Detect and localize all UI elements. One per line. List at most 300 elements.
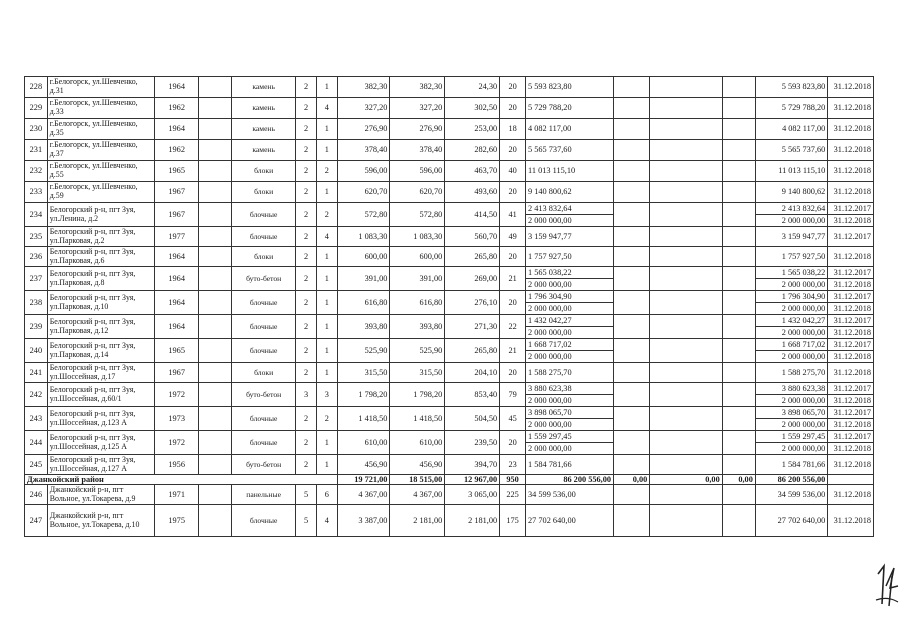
- cost-a-cell: [614, 267, 650, 291]
- entrances-cell: 1: [316, 455, 337, 475]
- total-cell: 5 565 737,60: [755, 140, 827, 161]
- total-area-cell: 456,90: [337, 455, 390, 475]
- total-area-cell: 610,00: [337, 431, 390, 455]
- year-cell: 1967: [155, 203, 198, 227]
- blank-cell: [198, 161, 231, 182]
- address-cell: Белогорский р-н, пгт Зуя, ул.Шоссейная, д.60/1: [47, 383, 155, 407]
- table-row: [25, 182, 874, 203]
- total-area-cell: 1 418,50: [337, 407, 390, 431]
- address-cell: г.Белогорск, ул.Шевченко, д.37: [47, 140, 155, 161]
- row-number: 229: [25, 98, 48, 119]
- table-body: [25, 77, 874, 537]
- date-cell: 31.12.2018: [828, 363, 874, 383]
- date-cell: 31.12.2017: [828, 339, 874, 351]
- floors-cell: 2: [296, 431, 317, 455]
- table-row: [25, 291, 874, 303]
- entrances-cell: 3: [316, 383, 337, 407]
- cost-cell: 9 140 800,62: [526, 182, 614, 203]
- total-area-cell: 616,80: [337, 291, 390, 315]
- living-area-cell: 391,00: [390, 267, 445, 291]
- entrances-cell: 2: [316, 161, 337, 182]
- table-row: [25, 363, 874, 383]
- cost-b-cell: [650, 291, 722, 315]
- cost-c-cell: [722, 505, 755, 537]
- cost-b-cell: [650, 315, 722, 339]
- total-cell: 1 432 042,27: [755, 315, 827, 327]
- living-area-2-cell: 265,80: [445, 247, 500, 267]
- address-cell: Белогорский р-н, пгт Зуя, ул.Парковая, д.2: [47, 227, 155, 247]
- cost-c-cell: [722, 383, 755, 407]
- cost-cell: 2 000 000,00: [526, 419, 614, 431]
- living-area-2-cell: 12 967,00: [445, 475, 500, 485]
- row-number: 232: [25, 161, 48, 182]
- date-cell: 31.12.2018: [828, 443, 874, 455]
- total-area-cell: 3 387,00: [337, 505, 390, 537]
- entrances-cell: 4: [316, 227, 337, 247]
- entrances-cell: 2: [316, 407, 337, 431]
- cost-c-cell: [722, 315, 755, 339]
- floors-cell: 2: [296, 182, 317, 203]
- row-number: 236: [25, 247, 48, 267]
- material-cell: блочные: [232, 203, 296, 227]
- floors-cell: 2: [296, 315, 317, 339]
- date-cell: 31.12.2018: [828, 395, 874, 407]
- cost-cell: 2 000 000,00: [526, 215, 614, 227]
- residents-cell: 20: [500, 363, 526, 383]
- cost-b-cell: [650, 182, 722, 203]
- date-cell: 31.12.2017: [828, 407, 874, 419]
- cost-cell: 3 880 623,38: [526, 383, 614, 395]
- row-number: 245: [25, 455, 48, 475]
- date-cell: 31.12.2018: [828, 419, 874, 431]
- date-cell: 31.12.2018: [828, 119, 874, 140]
- cost-cell: 86 200 556,00: [526, 475, 614, 485]
- cost-cell: 11 013 115,10: [526, 161, 614, 182]
- address-cell: Белогорский р-н, пгт Зуя, ул.Парковая, д.14: [47, 339, 155, 363]
- living-area-cell: 378,40: [390, 140, 445, 161]
- cost-cell: 34 599 536,00: [526, 485, 614, 505]
- living-area-2-cell: 560,70: [445, 227, 500, 247]
- year-cell: 1964: [155, 119, 198, 140]
- row-number: 235: [25, 227, 48, 247]
- living-area-2-cell: 239,50: [445, 431, 500, 455]
- living-area-2-cell: 204,10: [445, 363, 500, 383]
- date-cell: 31.12.2018: [828, 98, 874, 119]
- residents-cell: 79: [500, 383, 526, 407]
- housing-registry-table: [24, 76, 874, 537]
- floors-cell: 2: [296, 247, 317, 267]
- address-cell: Белогорский р-н, пгт Зуя, ул.Ленина, д.2: [47, 203, 155, 227]
- row-number: 243: [25, 407, 48, 431]
- blank-cell: [198, 77, 231, 98]
- total-area-cell: 620,70: [337, 182, 390, 203]
- entrances-cell: 1: [316, 77, 337, 98]
- total-cell: 3 159 947,77: [755, 227, 827, 247]
- year-cell: 1973: [155, 407, 198, 431]
- row-number: 239: [25, 315, 48, 339]
- total-cell: 2 413 832,64: [755, 203, 827, 215]
- year-cell: 1965: [155, 161, 198, 182]
- living-area-cell: 596,00: [390, 161, 445, 182]
- cost-cell: 2 000 000,00: [526, 279, 614, 291]
- cost-b-cell: [650, 98, 722, 119]
- cost-cell: 5 593 823,80: [526, 77, 614, 98]
- residents-cell: 20: [500, 247, 526, 267]
- cost-b-cell: [650, 383, 722, 407]
- entrances-cell: 1: [316, 247, 337, 267]
- floors-cell: 2: [296, 339, 317, 363]
- residents-cell: 45: [500, 407, 526, 431]
- year-cell: 1972: [155, 431, 198, 455]
- cost-cell: 3 159 947,77: [526, 227, 614, 247]
- material-cell: блочные: [232, 339, 296, 363]
- cost-a-cell: [614, 431, 650, 455]
- date-cell: 31.12.2018: [828, 140, 874, 161]
- total-cell: 4 082 117,00: [755, 119, 827, 140]
- material-cell: панельные: [232, 485, 296, 505]
- floors-cell: 5: [296, 505, 317, 537]
- date-cell: 31.12.2018: [828, 351, 874, 363]
- floors-cell: 2: [296, 291, 317, 315]
- total-cell: 3 880 623,38: [755, 383, 827, 395]
- cost-cell: 2 413 832,64: [526, 203, 614, 215]
- cost-cell: 4 082 117,00: [526, 119, 614, 140]
- table-row: [25, 77, 874, 98]
- table-row: [25, 98, 874, 119]
- year-cell: 1965: [155, 339, 198, 363]
- cost-a-cell: [614, 407, 650, 431]
- material-cell: блоки: [232, 247, 296, 267]
- row-number: 247: [25, 505, 48, 537]
- cost-cell: 3 898 065,70: [526, 407, 614, 419]
- residents-cell: 40: [500, 161, 526, 182]
- date-cell: 31.12.2018: [828, 505, 874, 537]
- address-cell: г.Белогорск, ул.Шевченко, д.35: [47, 119, 155, 140]
- entrances-cell: 1: [316, 315, 337, 339]
- cost-c-cell: [722, 363, 755, 383]
- row-number: 238: [25, 291, 48, 315]
- cost-c-cell: [722, 455, 755, 475]
- living-area-2-cell: 282,60: [445, 140, 500, 161]
- cost-cell: 1 432 042,27: [526, 315, 614, 327]
- living-area-cell: 525,90: [390, 339, 445, 363]
- table-row: [25, 227, 874, 247]
- blank-cell: [198, 339, 231, 363]
- entrances-cell: 1: [316, 140, 337, 161]
- cost-c-cell: [722, 407, 755, 431]
- cost-cell: 27 702 640,00: [526, 505, 614, 537]
- cost-b-cell: [650, 407, 722, 431]
- entrances-cell: 2: [316, 203, 337, 227]
- table-row: [25, 431, 874, 443]
- blank-cell: [198, 315, 231, 339]
- blank-cell: [198, 291, 231, 315]
- cost-c-cell: [722, 227, 755, 247]
- residents-cell: 20: [500, 98, 526, 119]
- total-cell: 1 796 304,90: [755, 291, 827, 303]
- floors-cell: 2: [296, 203, 317, 227]
- row-number: 241: [25, 363, 48, 383]
- material-cell: блоки: [232, 182, 296, 203]
- date-cell: 31.12.2018: [828, 161, 874, 182]
- entrances-cell: 1: [316, 119, 337, 140]
- cost-cell: 1 584 781,66: [526, 455, 614, 475]
- cost-b-cell: [650, 505, 722, 537]
- floors-cell: 3: [296, 383, 317, 407]
- cost-cell: 2 000 000,00: [526, 303, 614, 315]
- total-cell: 2 000 000,00: [755, 327, 827, 339]
- cost-a-cell: [614, 227, 650, 247]
- living-area-2-cell: 414,50: [445, 203, 500, 227]
- material-cell: блоки: [232, 363, 296, 383]
- total-cell: 1 588 275,70: [755, 363, 827, 383]
- date-cell: 31.12.2018: [828, 77, 874, 98]
- cost-cell: 2 000 000,00: [526, 351, 614, 363]
- address-cell: Джанкойский р-н, пгт Вольное, ул.Токарева, д.10: [47, 505, 155, 537]
- row-number: 242: [25, 383, 48, 407]
- residents-cell: 41: [500, 203, 526, 227]
- total-cell: 1 757 927,50: [755, 247, 827, 267]
- total-cell: 2 000 000,00: [755, 279, 827, 291]
- living-area-cell: 610,00: [390, 431, 445, 455]
- living-area-2-cell: 394,70: [445, 455, 500, 475]
- living-area-cell: 1 083,30: [390, 227, 445, 247]
- cost-a-cell: [614, 182, 650, 203]
- cost-cell: 1 757 927,50: [526, 247, 614, 267]
- material-cell: блочные: [232, 315, 296, 339]
- residents-cell: 175: [500, 505, 526, 537]
- cost-b-cell: [650, 203, 722, 227]
- total-area-cell: 382,30: [337, 77, 390, 98]
- total-area-cell: 1 083,30: [337, 227, 390, 247]
- material-cell: камень: [232, 119, 296, 140]
- cost-b-cell: [650, 339, 722, 363]
- row-number: 228: [25, 77, 48, 98]
- year-cell: 1972: [155, 383, 198, 407]
- total-area-cell: 19 721,00: [337, 475, 390, 485]
- total-area-cell: 391,00: [337, 267, 390, 291]
- year-cell: 1964: [155, 291, 198, 315]
- cost-a-cell: [614, 247, 650, 267]
- cost-c-cell: [722, 140, 755, 161]
- residents-cell: 18: [500, 119, 526, 140]
- address-cell: Джанкойский р-н, пгт Вольное, ул.Токарева, д.9: [47, 485, 155, 505]
- residents-cell: 950: [500, 475, 526, 485]
- cost-b-cell: [650, 267, 722, 291]
- total-cell: 1 668 717,02: [755, 339, 827, 351]
- address-cell: г.Белогорск, ул.Шевченко, д.55: [47, 161, 155, 182]
- cost-a-cell: [614, 485, 650, 505]
- residents-cell: 49: [500, 227, 526, 247]
- living-area-cell: 327,20: [390, 98, 445, 119]
- material-cell: буто-бетон: [232, 383, 296, 407]
- cost-c-cell: [722, 339, 755, 363]
- total-area-cell: 327,20: [337, 98, 390, 119]
- year-cell: 1964: [155, 247, 198, 267]
- total-cell: 34 599 536,00: [755, 485, 827, 505]
- cost-c-cell: [722, 291, 755, 315]
- table-row: [25, 203, 874, 215]
- floors-cell: 2: [296, 363, 317, 383]
- row-number: 233: [25, 182, 48, 203]
- date-cell: 31.12.2018: [828, 485, 874, 505]
- table-row: [25, 485, 874, 505]
- living-area-2-cell: 269,00: [445, 267, 500, 291]
- blank-cell: [198, 140, 231, 161]
- cost-cell: 2 000 000,00: [526, 443, 614, 455]
- cost-b-cell: [650, 431, 722, 455]
- residents-cell: 20: [500, 77, 526, 98]
- total-cell: 86 200 556,00: [755, 475, 827, 485]
- total-area-cell: 572,80: [337, 203, 390, 227]
- cost-a-cell: [614, 339, 650, 363]
- living-area-2-cell: 3 065,00: [445, 485, 500, 505]
- cost-a-cell: [614, 383, 650, 407]
- total-area-cell: 315,50: [337, 363, 390, 383]
- material-cell: блочные: [232, 407, 296, 431]
- total-area-cell: 276,90: [337, 119, 390, 140]
- cost-c-cell: [722, 247, 755, 267]
- living-area-cell: 1 798,20: [390, 383, 445, 407]
- date-cell: [828, 475, 874, 485]
- living-area-cell: 18 515,00: [390, 475, 445, 485]
- entrances-cell: 4: [316, 505, 337, 537]
- table-row: [25, 247, 874, 267]
- living-area-2-cell: 2 181,00: [445, 505, 500, 537]
- residents-cell: 20: [500, 182, 526, 203]
- address-cell: Белогорский р-н, пгт Зуя, ул.Парковая, д.10: [47, 291, 155, 315]
- cost-c-cell: [722, 161, 755, 182]
- floors-cell: 2: [296, 98, 317, 119]
- living-area-cell: 393,80: [390, 315, 445, 339]
- material-cell: блочные: [232, 505, 296, 537]
- cost-cell: 1 588 275,70: [526, 363, 614, 383]
- table-row: [25, 505, 874, 537]
- blank-cell: [198, 182, 231, 203]
- address-cell: Белогорский р-н, пгт Зуя, ул.Парковая, д.8: [47, 267, 155, 291]
- table-row: [25, 455, 874, 475]
- address-cell: Белогорский р-н, пгт Зуя, ул.Парковая, д.6: [47, 247, 155, 267]
- residents-cell: 225: [500, 485, 526, 505]
- cost-c-cell: [722, 267, 755, 291]
- cost-cell: 2 000 000,00: [526, 395, 614, 407]
- cost-b-cell: [650, 485, 722, 505]
- entrances-cell: 1: [316, 267, 337, 291]
- cost-a-cell: [614, 455, 650, 475]
- cost-b-cell: [650, 227, 722, 247]
- cost-c-cell: [722, 203, 755, 227]
- material-cell: блоки: [232, 161, 296, 182]
- living-area-2-cell: 271,30: [445, 315, 500, 339]
- cost-b-cell: [650, 455, 722, 475]
- year-cell: 1975: [155, 505, 198, 537]
- living-area-cell: 382,30: [390, 77, 445, 98]
- district-name: Джанкойский район: [25, 475, 338, 485]
- cost-c-cell: [722, 431, 755, 455]
- material-cell: блочные: [232, 431, 296, 455]
- living-area-cell: 572,80: [390, 203, 445, 227]
- total-area-cell: 600,00: [337, 247, 390, 267]
- material-cell: буто-бетон: [232, 267, 296, 291]
- year-cell: 1971: [155, 485, 198, 505]
- handwritten-page-number: [874, 556, 900, 608]
- table-row: [25, 407, 874, 419]
- year-cell: 1967: [155, 363, 198, 383]
- address-cell: г.Белогорск, ул.Шевченко, д.59: [47, 182, 155, 203]
- table-row: [25, 383, 874, 395]
- total-cell: 2 000 000,00: [755, 351, 827, 363]
- cost-a-cell: [614, 161, 650, 182]
- living-area-cell: 4 367,00: [390, 485, 445, 505]
- address-cell: г.Белогорск, ул.Шевченко, д.33: [47, 98, 155, 119]
- entrances-cell: 4: [316, 98, 337, 119]
- living-area-2-cell: 24,30: [445, 77, 500, 98]
- address-cell: Белогорский р-н, пгт Зуя, ул.Шоссейная, д.17: [47, 363, 155, 383]
- living-area-cell: 600,00: [390, 247, 445, 267]
- material-cell: буто-бетон: [232, 455, 296, 475]
- cost-a-cell: [614, 315, 650, 339]
- year-cell: 1967: [155, 182, 198, 203]
- row-number: 244: [25, 431, 48, 455]
- cost-a-cell: [614, 505, 650, 537]
- cost-a-cell: [614, 363, 650, 383]
- year-cell: 1956: [155, 455, 198, 475]
- total-cell: 2 000 000,00: [755, 303, 827, 315]
- address-cell: Белогорский р-н, пгт Зуя, ул.Шоссейная, д.123 А: [47, 407, 155, 431]
- address-cell: Белогорский р-н, пгт Зуя, ул.Шоссейная, д.125 А: [47, 431, 155, 455]
- table-row: [25, 315, 874, 327]
- residents-cell: 20: [500, 431, 526, 455]
- row-number: 246: [25, 485, 48, 505]
- table-row: [25, 339, 874, 351]
- cost-c-cell: 0,00: [722, 475, 755, 485]
- cost-b-cell: 0,00: [650, 475, 722, 485]
- cost-b-cell: [650, 77, 722, 98]
- entrances-cell: 1: [316, 431, 337, 455]
- cost-cell: 1 668 717,02: [526, 339, 614, 351]
- total-area-cell: 378,40: [337, 140, 390, 161]
- cost-cell: 2 000 000,00: [526, 327, 614, 339]
- date-cell: 31.12.2018: [828, 247, 874, 267]
- date-cell: 31.12.2018: [828, 303, 874, 315]
- living-area-2-cell: 302,50: [445, 98, 500, 119]
- total-cell: 5 729 788,20: [755, 98, 827, 119]
- residents-cell: 23: [500, 455, 526, 475]
- total-cell: 2 000 000,00: [755, 443, 827, 455]
- total-cell: 9 140 800,62: [755, 182, 827, 203]
- living-area-cell: 2 181,00: [390, 505, 445, 537]
- residents-cell: 20: [500, 291, 526, 315]
- blank-cell: [198, 203, 231, 227]
- cost-cell: 1 796 304,90: [526, 291, 614, 303]
- address-cell: г.Белогорск, ул.Шевченко, д.31: [47, 77, 155, 98]
- living-area-cell: 620,70: [390, 182, 445, 203]
- year-cell: 1964: [155, 77, 198, 98]
- date-cell: 31.12.2018: [828, 279, 874, 291]
- entrances-cell: 1: [316, 363, 337, 383]
- blank-cell: [198, 383, 231, 407]
- cost-cell: 1 559 297,45: [526, 431, 614, 443]
- living-area-cell: 456,90: [390, 455, 445, 475]
- residents-cell: 20: [500, 140, 526, 161]
- total-cell: 2 000 000,00: [755, 215, 827, 227]
- total-cell: 11 013 115,10: [755, 161, 827, 182]
- floors-cell: 2: [296, 119, 317, 140]
- date-cell: 31.12.2017: [828, 315, 874, 327]
- year-cell: 1962: [155, 140, 198, 161]
- table-row: [25, 140, 874, 161]
- living-area-cell: 1 418,50: [390, 407, 445, 431]
